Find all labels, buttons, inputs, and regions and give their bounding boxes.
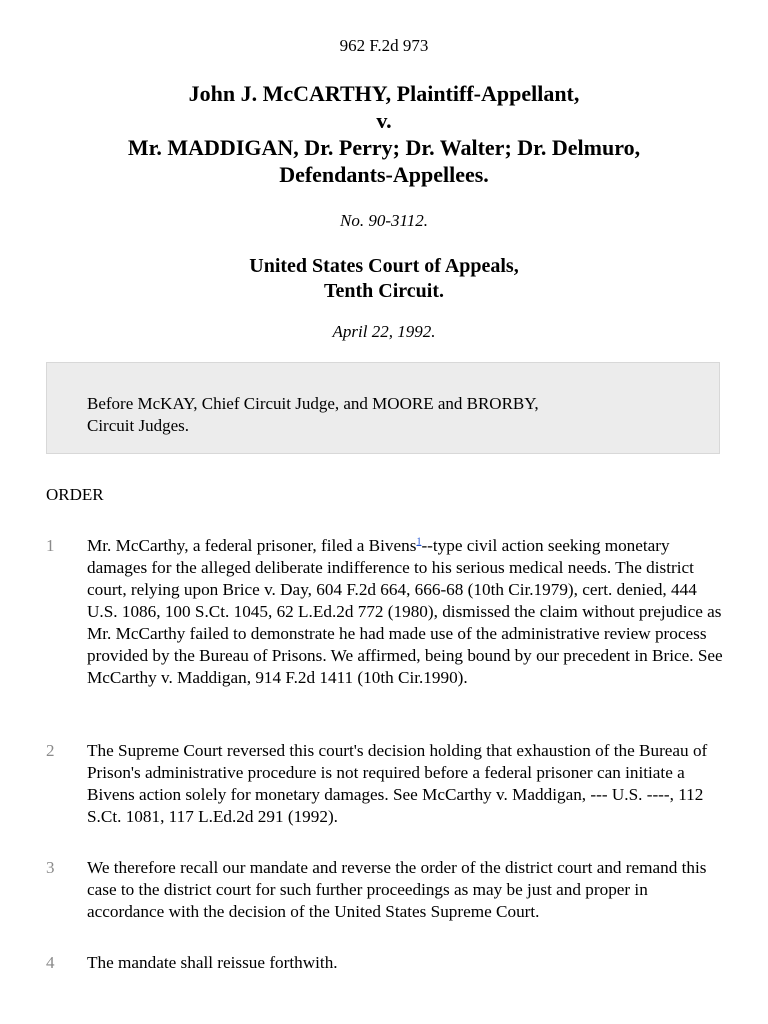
paragraph-text: The mandate shall reissue forthwith. [87, 953, 338, 972]
paragraph-number: 2 [46, 741, 55, 760]
paragraph-number: 1 [46, 536, 55, 555]
court-name-line-1: United States Court of Appeals, [249, 255, 519, 277]
footnote-link[interactable]: 1 [416, 536, 422, 548]
caption-defendants: Mr. MADDIGAN, Dr. Perry; Dr. Walter; Dr. Delmuro, [127, 135, 641, 160]
caption-versus: v. [376, 108, 392, 133]
court-name-line-2: Tenth Circuit. [323, 280, 445, 302]
decision-date: April 22, 1992. [332, 322, 436, 341]
paragraph-number: 4 [46, 953, 55, 972]
judges-panel [46, 362, 720, 454]
paragraph-text-rest: --type civil action seeking monetary damages for the alleged deliberate indifference to his serious medical needs. The district court, relying upon Brice v. Day, 604 F.2d 664, 666-68 (10th Cir.1979), cert. denied, 444 U.S. 1086, 100 S.Ct. 1045, 62 L.Ed.2d 772 (1980), dismissed the claim without prejudice as Mr. McCarthy failed to demonstrate he had made use of the administrative review process provided by the Bureau of Prisons. We affirmed, being bound by our precedent in Brice. See McCarthy v. Maddigan, 914 F.2d 1411 (10th Cir.1990). [87, 536, 723, 687]
judges-panel-line-1: Before McKAY, Chief Circuit Judge, and MOORE and BRORBY, [87, 394, 539, 413]
case-citation: 962 F.2d 973 [339, 36, 429, 55]
caption-defendants-role: Defendants-Appellees. [279, 162, 489, 187]
caption-plaintiff: John J. McCARTHY, Plaintiff-Appellant, [188, 81, 580, 106]
docket-number: No. 90-3112. [340, 211, 428, 230]
order-heading: ORDER [46, 485, 104, 504]
judges-panel-line-2: Circuit Judges. [87, 416, 189, 435]
court-name [0, 254, 768, 304]
paragraph-text-start: Mr. McCarthy, a federal prisoner, filed a Bivens [87, 536, 417, 555]
paragraph-number: 3 [46, 858, 55, 877]
paragraph-text [87, 535, 727, 689]
paragraph-text: We therefore recall our mandate and reverse the order of the district court and remand this case to the district court for such further proceedings as may be just and proper in accordance with the decision of the United States Supreme Court. [87, 858, 707, 921]
case-caption [0, 80, 768, 188]
paragraph-text: The Supreme Court reversed this court's decision holding that exhaustion of the Bureau of Prison's administrative procedure is not required before a federal prisoner can initiate a Bivens action solely for monetary damages. See McCarthy v. Maddigan, --- U.S. ----, 112 S.Ct. 1081, 117 L.Ed.2d 291 (1992). [87, 741, 708, 826]
